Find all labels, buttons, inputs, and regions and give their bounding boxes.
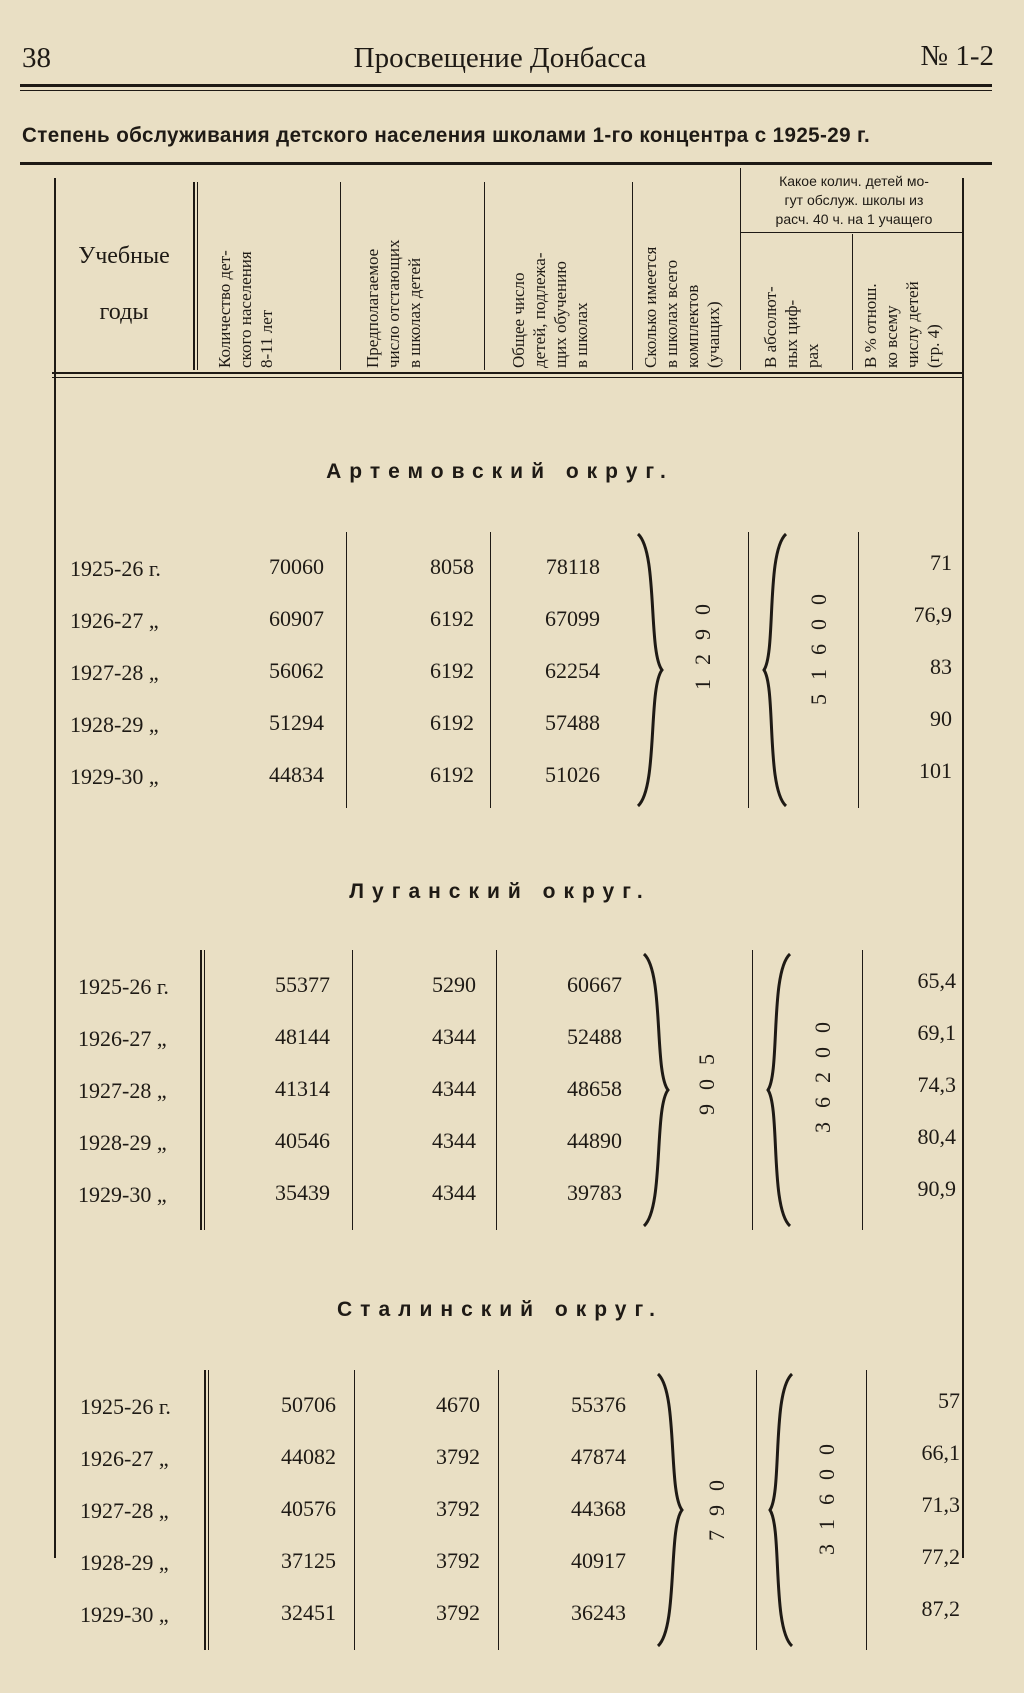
table-head-rule bbox=[52, 372, 962, 374]
head-divider bbox=[740, 168, 741, 370]
year-cell: 1925-26 г. bbox=[78, 974, 169, 999]
children-cell: 40546 bbox=[275, 1128, 330, 1153]
percent-cell: 74,3 bbox=[917, 1072, 956, 1097]
total-cell: 39783 bbox=[567, 1180, 622, 1205]
percent-cell: 80,4 bbox=[917, 1124, 956, 1149]
table-right-border bbox=[962, 178, 964, 1558]
children-cell: 51294 bbox=[269, 710, 324, 735]
total-cell: 78118 bbox=[545, 554, 600, 579]
page-number: 38 bbox=[22, 42, 51, 74]
children-cell: 60907 bbox=[269, 606, 324, 631]
head-divider bbox=[193, 182, 195, 370]
header-total-children: Общее число детей, подлежа- щих обучению в школах bbox=[509, 252, 591, 368]
total-cell: 44368 bbox=[571, 1496, 626, 1521]
total-cell: 47874 bbox=[571, 1444, 626, 1469]
absolute-value: 31600 bbox=[814, 1430, 839, 1555]
header-group-capacity: Какое колич. детей мо- гут обслуж. школы из расч. 40 ч. на 1 учащего bbox=[775, 173, 933, 227]
children-cell: 50706 bbox=[281, 1392, 336, 1417]
komplekty-value: 1290 bbox=[690, 590, 715, 690]
table-title: Степень обслуживания детского населения школами 1-го концентра с 1925-29 г. bbox=[22, 124, 871, 147]
total-cell: 67099 bbox=[545, 606, 600, 631]
year-cell: 1927-28 „ bbox=[80, 1498, 169, 1523]
lagging-cell: 4344 bbox=[432, 1180, 476, 1205]
percent-cell: 101 bbox=[919, 758, 952, 783]
col-divider bbox=[748, 532, 749, 808]
head-divider bbox=[484, 182, 485, 370]
total-cell: 60667 bbox=[567, 972, 622, 997]
brace-absolute bbox=[768, 1372, 798, 1648]
year-cell: 1929-30 „ bbox=[70, 764, 159, 789]
section-title-stalino: Сталинский округ. bbox=[337, 1298, 663, 1321]
header-komplekty: Сколько имеется в школах всего комплектов (учащих) bbox=[641, 246, 723, 368]
header-child-population: Количество дет- ского населения 8-11 лет bbox=[215, 250, 276, 368]
lagging-cell: 3792 bbox=[436, 1496, 480, 1521]
year-cell: 1929-30 „ bbox=[78, 1182, 167, 1207]
section-title-lugansk: Луганский округ. bbox=[349, 880, 651, 903]
total-cell: 36243 bbox=[571, 1600, 626, 1625]
col-divider bbox=[354, 1370, 355, 1650]
percent-cell: 83 bbox=[930, 654, 952, 679]
header-percent: В % отнош. ко всему числу детей (гр. 4) bbox=[861, 281, 943, 368]
lagging-cell: 3792 bbox=[436, 1548, 480, 1573]
header-years: Учебные годы bbox=[78, 243, 170, 325]
col-divider bbox=[862, 950, 863, 1230]
col-divider bbox=[496, 950, 497, 1230]
lagging-cell: 4344 bbox=[432, 1076, 476, 1101]
issue-number: № 1-2 bbox=[920, 40, 994, 72]
lagging-cell: 4344 bbox=[432, 1024, 476, 1049]
col-divider bbox=[490, 532, 491, 808]
col-divider bbox=[756, 1370, 757, 1650]
brace-komplekty bbox=[636, 532, 666, 808]
head-divider bbox=[632, 182, 633, 370]
year-cell: 1929-30 „ bbox=[80, 1602, 169, 1627]
lagging-cell: 6192 bbox=[430, 762, 474, 787]
total-cell: 62254 bbox=[545, 658, 600, 683]
col-divider-double bbox=[204, 1370, 206, 1650]
brace-komplekty bbox=[642, 952, 672, 1228]
year-cell: 1926-27 „ bbox=[80, 1446, 169, 1471]
total-cell: 57488 bbox=[545, 710, 600, 735]
lagging-cell: 3792 bbox=[436, 1444, 480, 1469]
year-cell: 1925-26 г. bbox=[80, 1394, 171, 1419]
brace-komplekty bbox=[656, 1372, 686, 1648]
col-divider-double bbox=[204, 950, 205, 1230]
children-cell: 40576 bbox=[281, 1496, 336, 1521]
header-absolute: В абсолют- ных циф- рах bbox=[761, 286, 822, 368]
percent-cell: 57 bbox=[938, 1388, 960, 1413]
lagging-cell: 5290 bbox=[432, 972, 476, 997]
year-cell: 1927-28 „ bbox=[70, 660, 159, 685]
total-cell: 44890 bbox=[567, 1128, 622, 1153]
lagging-cell: 4344 bbox=[432, 1128, 476, 1153]
year-cell: 1926-27 „ bbox=[70, 608, 159, 633]
lagging-cell: 8058 bbox=[430, 554, 474, 579]
percent-cell: 90,9 bbox=[917, 1176, 956, 1201]
col-divider bbox=[752, 950, 753, 1230]
children-cell: 56062 bbox=[269, 658, 324, 683]
year-cell: 1928-29 „ bbox=[80, 1550, 169, 1575]
col-divider bbox=[352, 950, 353, 1230]
total-cell: 51026 bbox=[545, 762, 600, 787]
col-divider-double bbox=[208, 1370, 209, 1650]
children-cell: 32451 bbox=[281, 1600, 336, 1625]
lagging-cell: 3792 bbox=[436, 1600, 480, 1625]
year-cell: 1928-29 „ bbox=[78, 1130, 167, 1155]
col-divider bbox=[346, 532, 347, 808]
total-cell: 40917 bbox=[571, 1548, 626, 1573]
col-divider bbox=[498, 1370, 499, 1650]
col-divider bbox=[866, 1370, 867, 1650]
year-cell: 1926-27 „ bbox=[78, 1026, 167, 1051]
children-cell: 35439 bbox=[275, 1180, 330, 1205]
journal-title: Просвещение Донбасса bbox=[353, 42, 647, 74]
table-top-rule bbox=[20, 162, 992, 165]
section-title-artemovsk: Артемовский округ. bbox=[326, 460, 674, 483]
header-rule-thin bbox=[20, 90, 992, 91]
children-cell: 70060 bbox=[269, 554, 324, 579]
head-divider bbox=[852, 234, 853, 370]
percent-cell: 65,4 bbox=[917, 968, 956, 993]
lagging-cell: 6192 bbox=[430, 606, 474, 631]
group-head-rule bbox=[740, 232, 962, 233]
year-cell: 1925-26 г. bbox=[70, 556, 161, 581]
total-cell: 55376 bbox=[571, 1392, 626, 1417]
total-cell: 52488 bbox=[567, 1024, 622, 1049]
total-cell: 48658 bbox=[567, 1076, 622, 1101]
percent-cell: 71,3 bbox=[921, 1492, 960, 1517]
children-cell: 44082 bbox=[281, 1444, 336, 1469]
lagging-cell: 6192 bbox=[430, 710, 474, 735]
percent-cell: 66,1 bbox=[921, 1440, 960, 1465]
header-lagging: Предполагаемое число отстающих в школах детей bbox=[363, 239, 424, 368]
komplekty-value: 790 bbox=[704, 1466, 729, 1541]
brace-absolute bbox=[766, 952, 796, 1228]
absolute-value: 36200 bbox=[810, 1008, 835, 1133]
children-cell: 44834 bbox=[269, 762, 324, 787]
header-rule bbox=[20, 84, 992, 87]
percent-cell: 87,2 bbox=[921, 1596, 960, 1621]
head-divider bbox=[340, 182, 341, 370]
percent-cell: 77,2 bbox=[921, 1544, 960, 1569]
year-cell: 1928-29 „ bbox=[70, 712, 159, 737]
percent-cell: 69,1 bbox=[917, 1020, 956, 1045]
children-cell: 48144 bbox=[275, 1024, 330, 1049]
children-cell: 55377 bbox=[275, 972, 330, 997]
lagging-cell: 6192 bbox=[430, 658, 474, 683]
col-divider-double bbox=[200, 950, 202, 1230]
year-cell: 1927-28 „ bbox=[78, 1078, 167, 1103]
col-divider bbox=[858, 532, 859, 808]
brace-absolute bbox=[762, 532, 792, 808]
table-head-rule-thin bbox=[52, 377, 962, 378]
komplekty-value: 905 bbox=[694, 1040, 719, 1115]
absolute-value: 51600 bbox=[806, 580, 831, 705]
percent-cell: 71 bbox=[930, 550, 952, 575]
table-left-border bbox=[54, 178, 56, 1558]
percent-cell: 76,9 bbox=[913, 602, 952, 627]
head-divider bbox=[197, 182, 198, 370]
percent-cell: 90 bbox=[930, 706, 952, 731]
lagging-cell: 4670 bbox=[436, 1392, 480, 1417]
children-cell: 41314 bbox=[275, 1076, 330, 1101]
children-cell: 37125 bbox=[281, 1548, 336, 1573]
